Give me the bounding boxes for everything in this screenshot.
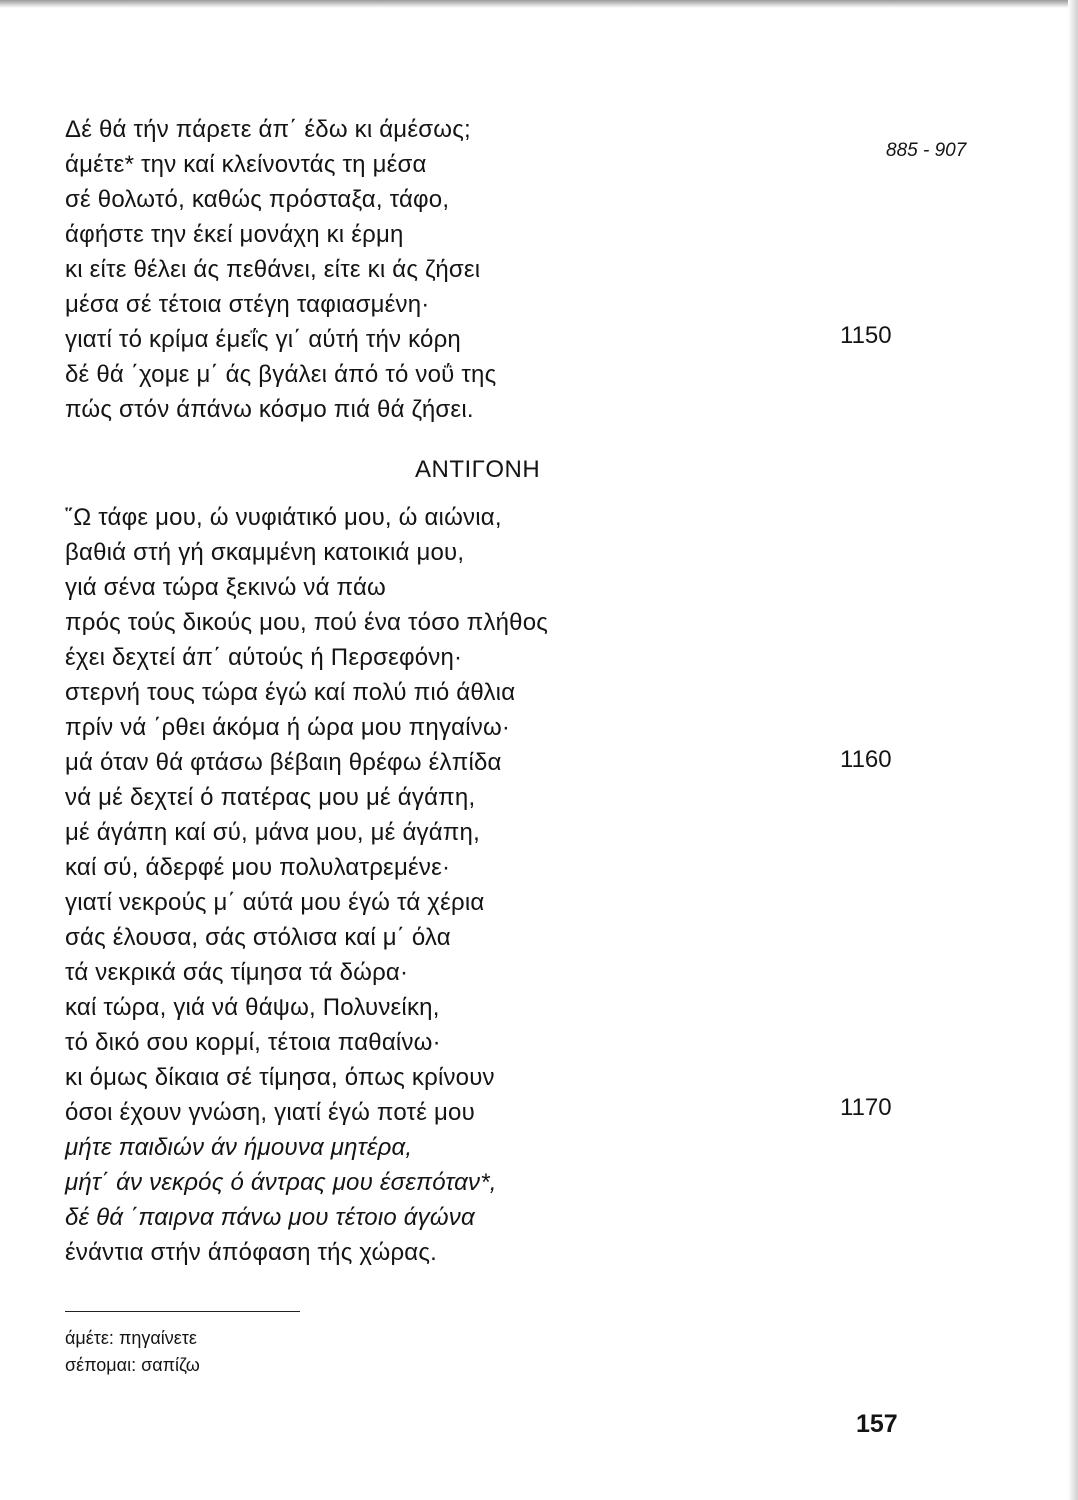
verse-line: δέ θά ΄χομε μ΄ άς βγάλει άπό τό νοΰ της	[65, 361, 497, 388]
footnote-divider	[65, 1311, 300, 1312]
scan-edge-right	[1068, 0, 1078, 1500]
verse-line: μέσα σέ τέτοια στέγη ταφιασμένη·	[65, 291, 430, 318]
verse-line: γιά σένα τώρα ξεκινώ νά πάω	[65, 574, 386, 601]
verse-block-antigone	[65, 500, 548, 1270]
verse-line: τά νεκρικά σάς τίμησα τά δώρα·	[65, 959, 409, 986]
page-number: 157	[856, 1410, 898, 1438]
verse-line: δέ θά ΄παιρνα πάνω μου τέτοιο άγώνα	[65, 1204, 475, 1231]
footnote: άμέτε: πηγαίνετε	[65, 1328, 197, 1348]
speaker-name: ΑΝΤΙΓΟΝΗ	[415, 456, 541, 483]
verse-line: πρίν νά ΄ρθει άκόμα ή ώρα μου πηγαίνω·	[65, 714, 511, 741]
footnotes	[65, 1325, 200, 1379]
verse-line: σάς έλουσα, σάς στόλισα καί μ΄ όλα	[65, 924, 451, 951]
verse-line: τό δικό σου κορμί, τέτοια παθαίνω·	[65, 1029, 441, 1056]
verse-line: καί σύ, άδερφέ μου πολυλατρεμένε·	[65, 854, 451, 881]
verse-line: σέ θολωτό, καθώς πρόσταξα, τάφο,	[65, 186, 450, 213]
verse-line: όσοι έχουν γνώση, γιατί έγώ ποτέ μου	[65, 1099, 475, 1126]
margin-verse-range: 885 - 907	[886, 140, 967, 161]
verse-line: γιατί νεκρούς μ΄ αύτά μου έγώ τά χέρια	[65, 889, 485, 916]
verse-line: ένάντια στήν άπόφαση τής χώρας.	[65, 1239, 438, 1266]
line-number-1150: 1150	[840, 322, 892, 349]
verse-line: μά όταν θά φτάσω βέβαιη θρέφω έλπίδα	[65, 749, 502, 776]
verse-line: πρός τούς δικούς μου, πού ένα τόσο πλήθος	[65, 609, 549, 636]
verse-line: πώς στόν άπάνω κόσμο πιά θά ζήσει.	[65, 396, 474, 423]
verse-line: βαθιά στή γή σκαμμένη κατοικιά μου,	[65, 539, 465, 566]
verse-line: γιατί τό κρίμα έμεΐς γι΄ αύτή τήν κόρη	[65, 326, 461, 353]
line-number-1170: 1170	[840, 1094, 892, 1121]
line-number-1160: 1160	[840, 746, 892, 773]
verse-line: νά μέ δεχτεί ό πατέρας μου μέ άγάπη,	[65, 784, 476, 811]
verse-line: καί τώρα, γιά νά θάψω, Πολυνείκη,	[65, 994, 440, 1021]
verse-line: έχει δεχτεί άπ΄ αύτούς ή Περσεφόνη·	[65, 644, 463, 671]
verse-line: μήτ΄ άν νεκρός ό άντρας μου έσεπόταν*,	[65, 1169, 497, 1196]
verse-line: κι είτε θέλει άς πεθάνει, είτε κι άς ζήσει	[65, 256, 481, 283]
footnote: σέπομαι: σαπίζω	[65, 1355, 200, 1375]
verse-line: Δέ θά τήν πάρετε άπ΄ έδω κι άμέσως;	[65, 116, 471, 143]
verse-block-creon	[65, 112, 496, 427]
verse-line: άμέτε* την καί κλείνοντάς τη μέσα	[65, 151, 427, 178]
verse-line: ῞Ω τάφε μου, ώ νυφιάτικό μου, ώ αιώνια,	[65, 504, 502, 531]
verse-line: μέ άγάπη καί σύ, μάνα μου, μέ άγάπη,	[65, 819, 480, 846]
scan-edge-top	[0, 0, 1078, 8]
verse-line: στερνή τους τώρα έγώ καί πολύ πιό άθλια	[65, 679, 516, 706]
verse-line: άφήστε την έκεί μονάχη κι έρμη	[65, 221, 404, 248]
verse-line: κι όμως δίκαια σέ τίμησα, όπως κρίνουν	[65, 1064, 495, 1091]
verse-line: μήτε παιδιών άν ήμουνα μητέρα,	[65, 1134, 413, 1161]
